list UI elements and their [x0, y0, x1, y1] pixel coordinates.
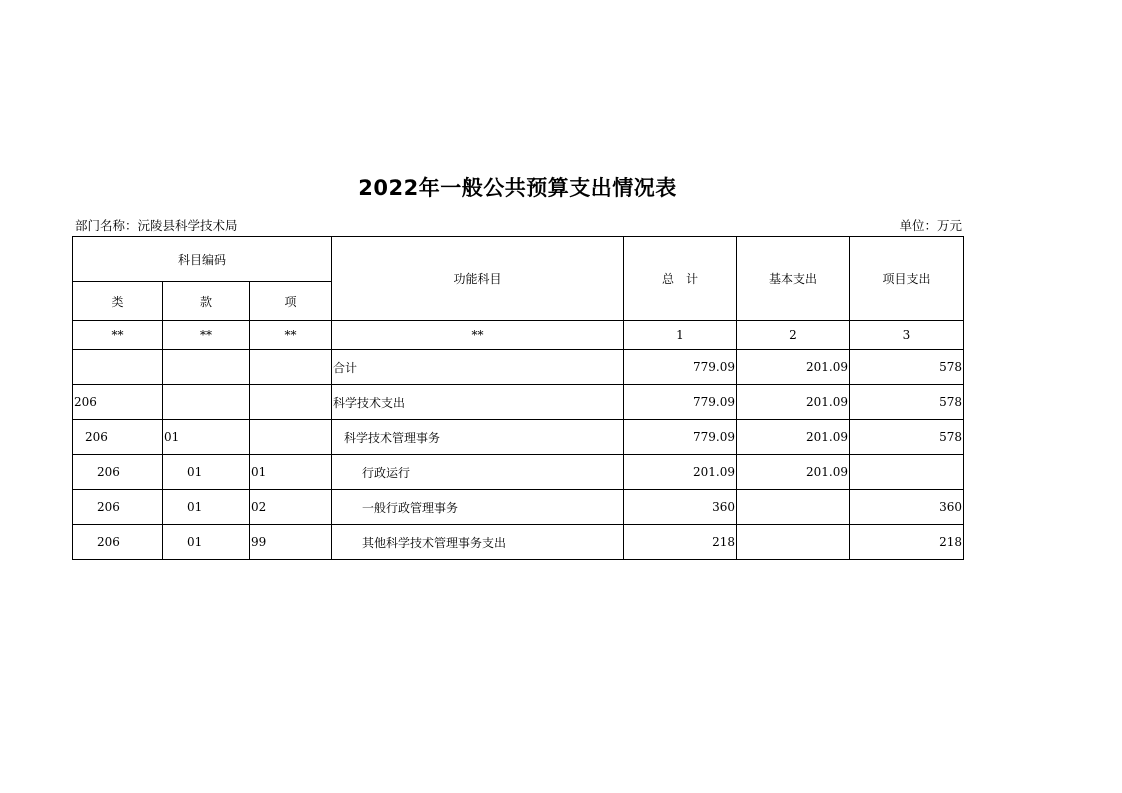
cell-xiang	[250, 420, 332, 455]
cell-project: 218	[850, 525, 964, 560]
cell-project: 360	[850, 490, 964, 525]
cell-project: 578	[850, 350, 964, 385]
cell-function-name: 科学技术支出	[332, 385, 624, 420]
department-name: 部门名称：沅陵县科学技术局	[75, 218, 238, 233]
page-title: 2022年一般公共预算支出情况表	[358, 176, 677, 200]
cell-kuan: 01	[163, 490, 250, 525]
cell-basic: 201.09	[737, 455, 850, 490]
header-basic: 基本支出	[737, 237, 850, 321]
table-row	[73, 420, 964, 455]
cell-kuan	[163, 350, 250, 385]
cell-lei: 206	[73, 385, 163, 420]
index-cell: 3	[850, 321, 964, 350]
cell-basic	[737, 525, 850, 560]
header-project: 项目支出	[850, 237, 964, 321]
cell-xiang	[250, 350, 332, 385]
header-total: 总 计	[624, 237, 737, 321]
index-cell: **	[332, 321, 624, 350]
table-row	[73, 525, 964, 560]
cell-basic	[737, 490, 850, 525]
header-xiang: 项	[250, 282, 332, 321]
index-cell: **	[250, 321, 332, 350]
index-cell: 2	[737, 321, 850, 350]
cell-lei: 206	[73, 490, 163, 525]
unit-label: 单位：万元	[899, 218, 962, 233]
budget-table	[72, 236, 964, 560]
cell-function-name: 一般行政管理事务	[332, 490, 624, 525]
cell-basic: 201.09	[737, 385, 850, 420]
cell-function-name: 行政运行	[332, 455, 624, 490]
cell-project	[850, 455, 964, 490]
cell-total: 360	[624, 490, 737, 525]
index-cell: **	[73, 321, 163, 350]
table-row	[73, 350, 964, 385]
cell-lei: 206	[73, 420, 163, 455]
cell-function-name: 其他科学技术管理事务支出	[332, 525, 624, 560]
cell-lei: 206	[73, 525, 163, 560]
cell-total: 779.09	[624, 385, 737, 420]
index-cell: **	[163, 321, 250, 350]
cell-total: 201.09	[624, 455, 737, 490]
header-function-subject: 功能科目	[332, 237, 624, 321]
cell-project: 578	[850, 385, 964, 420]
cell-kuan: 01	[163, 420, 250, 455]
cell-kuan	[163, 385, 250, 420]
cell-total: 779.09	[624, 420, 737, 455]
cell-function-name: 科学技术管理事务	[332, 420, 624, 455]
cell-xiang: 99	[250, 525, 332, 560]
cell-project: 578	[850, 420, 964, 455]
header-kuan: 款	[163, 282, 250, 321]
header-row-1	[73, 237, 964, 282]
index-row	[73, 321, 964, 350]
cell-basic: 201.09	[737, 420, 850, 455]
cell-kuan: 01	[163, 455, 250, 490]
cell-lei	[73, 350, 163, 385]
table-row	[73, 455, 964, 490]
cell-kuan: 01	[163, 525, 250, 560]
table-row	[73, 385, 964, 420]
cell-lei: 206	[73, 455, 163, 490]
cell-total: 218	[624, 525, 737, 560]
index-cell: 1	[624, 321, 737, 350]
cell-xiang: 01	[250, 455, 332, 490]
header-lei: 类	[73, 282, 163, 321]
header-code-group: 科目编码	[73, 237, 332, 282]
table-row	[73, 490, 964, 525]
cell-total: 779.09	[624, 350, 737, 385]
cell-xiang	[250, 385, 332, 420]
cell-function-name: 合计	[332, 350, 624, 385]
cell-basic: 201.09	[737, 350, 850, 385]
cell-xiang: 02	[250, 490, 332, 525]
